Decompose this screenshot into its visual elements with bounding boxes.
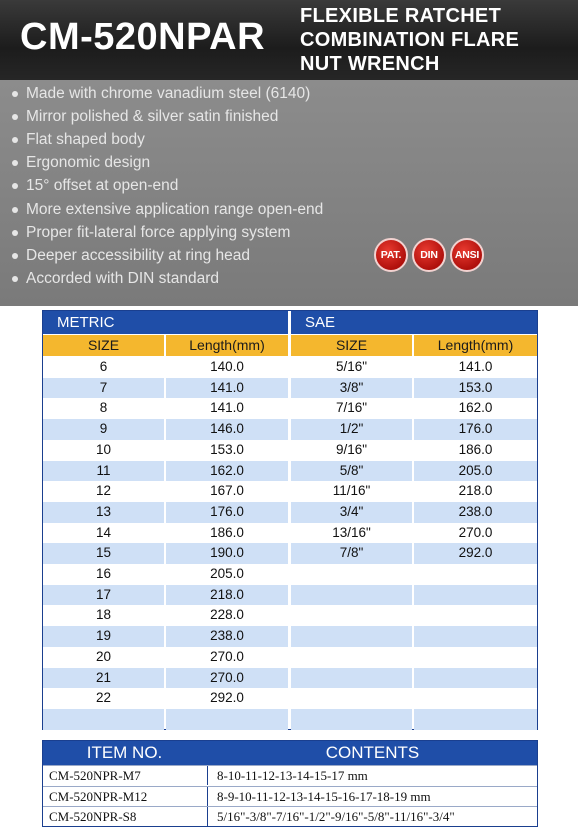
features-panel — [0, 80, 578, 306]
table-row — [43, 564, 537, 585]
sae-size-cell: 9/16" — [291, 440, 412, 461]
metric-length-cell: 186.0 — [166, 523, 288, 544]
metric-size-cell: 18 — [43, 605, 164, 626]
table-row — [43, 647, 537, 668]
sae-length-cell — [414, 647, 537, 668]
column-divider — [207, 766, 208, 785]
metric-size-cell: 13 — [43, 502, 164, 523]
sae-size-cell — [291, 709, 412, 730]
sae-length-cell: 186.0 — [414, 440, 537, 461]
table-row — [43, 765, 537, 785]
table-row — [43, 357, 537, 378]
item-contents-cell: 8-10-11-12-13-14-15-17 mm — [217, 768, 368, 783]
table-row — [43, 523, 537, 544]
bullet-icon — [12, 137, 18, 143]
table-row — [43, 502, 537, 523]
feature-list — [12, 82, 323, 291]
product-header — [0, 0, 578, 80]
metric-length-cell: 270.0 — [166, 647, 288, 668]
table-row — [43, 709, 537, 730]
product-title — [300, 4, 519, 76]
table-row — [43, 461, 537, 482]
model-number: CM-520NPAR — [20, 16, 266, 58]
sae-size-cell: 1/2" — [291, 419, 412, 440]
table-row — [43, 806, 537, 826]
table-row — [43, 481, 537, 502]
item-table — [42, 740, 538, 827]
metric-size-cell — [43, 709, 164, 730]
sae-size-header: SIZE — [291, 335, 412, 356]
sae-size-cell — [291, 585, 412, 606]
sae-size-cell: 11/16" — [291, 481, 412, 502]
product-title-line-1: FLEXIBLE RATCHET — [300, 5, 502, 27]
metric-size-cell: 11 — [43, 461, 164, 482]
metric-length-cell: 190.0 — [166, 543, 288, 564]
item-number-cell: CM-520NPR-M7 — [49, 768, 141, 783]
sae-length-cell: 218.0 — [414, 481, 537, 502]
bullet-icon — [12, 276, 18, 282]
metric-size-cell: 19 — [43, 626, 164, 647]
metric-length-cell — [166, 709, 288, 730]
sae-length-cell: 176.0 — [414, 419, 537, 440]
sae-size-cell — [291, 647, 412, 668]
bullet-icon — [12, 91, 18, 97]
feature-text: Deeper accessibility at ring head — [26, 246, 251, 264]
sae-length-cell: 141.0 — [414, 357, 537, 378]
sae-size-cell — [291, 564, 412, 585]
table-row — [43, 419, 537, 440]
pat-badge-icon: PAT. — [374, 238, 408, 272]
metric-length-cell: 228.0 — [166, 605, 288, 626]
sae-length-cell: 205.0 — [414, 461, 537, 482]
table-row — [43, 398, 537, 419]
product-title-line-3: NUT WRENCH — [300, 53, 440, 75]
sae-length-cell — [414, 668, 537, 689]
feature-text: Accorded with DIN standard — [26, 270, 219, 288]
feature-item — [12, 152, 323, 175]
sae-length-cell: 153.0 — [414, 378, 537, 399]
din-badge-icon: DIN — [412, 238, 446, 272]
bullet-icon — [12, 207, 18, 213]
sae-length-cell: 238.0 — [414, 502, 537, 523]
metric-length-cell: 141.0 — [166, 378, 288, 399]
sae-size-cell — [291, 626, 412, 647]
metric-size-cell: 12 — [43, 481, 164, 502]
feature-text: Flat shaped body — [26, 130, 145, 148]
metric-length-cell: 292.0 — [166, 688, 288, 709]
sae-group-header: SAE — [291, 311, 537, 334]
metric-length-cell: 140.0 — [166, 357, 288, 378]
sae-size-cell — [291, 668, 412, 689]
product-title-line-2: COMBINATION FLARE — [300, 29, 520, 51]
table-row — [43, 378, 537, 399]
sae-size-cell: 5/8" — [291, 461, 412, 482]
bullet-icon — [12, 114, 18, 120]
metric-length-cell: 270.0 — [166, 668, 288, 689]
bullet-icon — [12, 160, 18, 166]
feature-item — [12, 244, 323, 267]
sae-size-cell: 3/8" — [291, 378, 412, 399]
ansi-badge-icon: ANSI — [450, 238, 484, 272]
metric-size-cell: 7 — [43, 378, 164, 399]
table-row — [43, 585, 537, 606]
group-header-row — [43, 311, 537, 334]
metric-length-cell: 205.0 — [166, 564, 288, 585]
metric-length-cell: 238.0 — [166, 626, 288, 647]
sae-size-cell — [291, 605, 412, 626]
sae-length-cell — [414, 626, 537, 647]
table-row — [43, 668, 537, 689]
sae-length-cell: 292.0 — [414, 543, 537, 564]
bullet-icon — [12, 253, 18, 259]
metric-length-cell: 162.0 — [166, 461, 288, 482]
feature-item — [12, 175, 323, 198]
metric-length-cell: 146.0 — [166, 419, 288, 440]
table-row — [43, 543, 537, 564]
sae-size-cell — [291, 688, 412, 709]
feature-text: Ergonomic design — [26, 154, 151, 172]
metric-length-cell: 218.0 — [166, 585, 288, 606]
sae-length-cell — [414, 605, 537, 626]
sae-size-cell: 7/8" — [291, 543, 412, 564]
feature-item — [12, 105, 323, 128]
size-table — [42, 310, 538, 730]
sae-length-cell — [414, 585, 537, 606]
column-divider — [207, 787, 208, 806]
feature-text: Mirror polished & silver satin finished — [26, 107, 279, 125]
sae-length-cell: 162.0 — [414, 398, 537, 419]
column-divider — [207, 807, 208, 826]
metric-size-cell: 16 — [43, 564, 164, 585]
bullet-icon — [12, 230, 18, 236]
metric-length-cell: 176.0 — [166, 502, 288, 523]
metric-length-cell: 153.0 — [166, 440, 288, 461]
item-no-header: ITEM NO. — [86, 743, 163, 762]
feature-text: Proper fit-lateral force applying system — [26, 223, 291, 241]
table-row — [43, 626, 537, 647]
metric-size-header: SIZE — [43, 335, 164, 356]
metric-size-cell: 8 — [43, 398, 164, 419]
metric-size-cell: 9 — [43, 419, 164, 440]
feature-item — [12, 268, 323, 291]
contents-header: CONTENTS — [325, 743, 420, 762]
item-contents-cell: 8-9-10-11-12-13-14-15-16-17-18-19 mm — [217, 788, 431, 804]
table-row — [43, 440, 537, 461]
table-row — [43, 605, 537, 626]
feature-text: More extensive application range open-end — [26, 200, 324, 218]
item-number-cell: CM-520NPR-S8 — [49, 809, 137, 825]
feature-text: Made with chrome vanadium steel (6140) — [26, 84, 311, 102]
sae-length-cell: 270.0 — [414, 523, 537, 544]
sae-length-cell — [414, 564, 537, 585]
feature-item — [12, 128, 323, 151]
metric-size-cell: 14 — [43, 523, 164, 544]
sae-size-cell: 7/16" — [291, 398, 412, 419]
feature-text: 15° offset at open-end — [26, 177, 179, 195]
metric-size-cell: 15 — [43, 543, 164, 564]
metric-length-cell: 141.0 — [166, 398, 288, 419]
bullet-icon — [12, 183, 18, 189]
sae-length-header: Length(mm) — [414, 335, 537, 356]
item-table-header — [43, 741, 537, 765]
sae-size-cell: 5/16" — [291, 357, 412, 378]
item-number-cell: CM-520NPR-M12 — [49, 788, 148, 804]
table-row — [43, 786, 537, 806]
metric-size-cell: 21 — [43, 668, 164, 689]
metric-size-cell: 10 — [43, 440, 164, 461]
column-header-row — [43, 335, 537, 356]
metric-size-cell: 20 — [43, 647, 164, 668]
metric-size-cell: 22 — [43, 688, 164, 709]
certification-badges — [374, 238, 488, 272]
sae-size-cell: 3/4" — [291, 502, 412, 523]
item-contents-cell: 5/16"-3/8"-7/16"-1/2"-9/16"-5/8"-11/16"-3/4" — [217, 809, 455, 825]
sae-size-cell: 13/16" — [291, 523, 412, 544]
metric-length-cell: 167.0 — [166, 481, 288, 502]
feature-item — [12, 221, 323, 244]
metric-group-header: METRIC — [43, 311, 288, 334]
metric-length-header: Length(mm) — [166, 335, 288, 356]
feature-item — [12, 82, 323, 105]
table-row — [43, 688, 537, 709]
sae-length-cell — [414, 688, 537, 709]
sae-length-cell — [414, 709, 537, 730]
metric-size-cell: 17 — [43, 585, 164, 606]
feature-item — [12, 198, 323, 221]
metric-size-cell: 6 — [43, 357, 164, 378]
